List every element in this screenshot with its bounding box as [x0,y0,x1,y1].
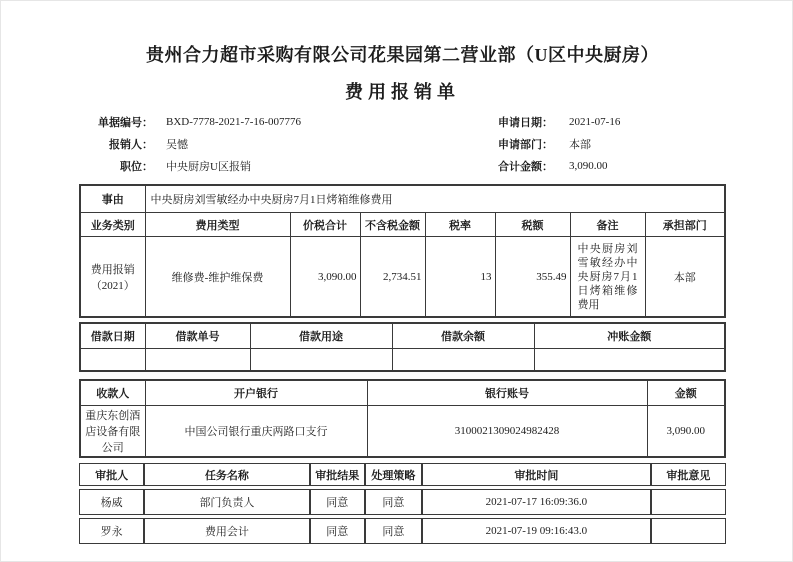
loan-cell-date [80,349,145,372]
loan-header-number: 借款单号 [145,323,250,349]
approval-cell-opinion [651,489,726,515]
approval-cell-approver: 罗永 [79,518,144,544]
expense-header-remark: 备注 [570,213,645,237]
expense-header-gross: 价税合计 [290,213,360,237]
applicant-label: 报销人： [109,139,153,151]
approval-cell-opinion [651,518,726,544]
loan-header-offset: 冲账金额 [534,323,725,349]
payee-cell-name: 重庆东创酒店设备有限公司 [80,406,145,458]
payee-header-name: 收款人 [80,380,145,406]
expense-cell-remark: 中央厨房刘雪敏经办中央厨房7月1日烤箱维修费用 [570,237,645,318]
position-label: 职位： [120,161,153,173]
approval-row-1 [79,489,726,515]
payee-header-amount: 金额 [647,380,725,406]
loan-cell-offset [534,349,725,372]
approval-header-task: 任务名称 [144,463,310,486]
reason-value: 中央厨房刘雪敏经办中央厨房7月1日烤箱维修费用 [145,185,725,213]
approval-header-row [79,463,726,486]
apply-date-label: 申请日期： [498,117,553,129]
apply-date-value: 2021-07-16 [569,116,621,128]
payee-cell-account: 3100021309024982428 [367,406,647,458]
payee-header-account: 银行账号 [367,380,647,406]
apply-dept-label: 申请部门： [498,139,553,151]
approval-cell-result: 同意 [310,518,365,544]
total-amount-label: 合计金额： [498,161,553,173]
doc-number-label: 单据编号： [98,117,153,129]
reason-row [80,185,725,213]
apply-dept-value: 本部 [569,139,591,151]
expense-cell-category: 费用报销（2021） [80,237,145,318]
loan-header-purpose: 借款用途 [250,323,392,349]
expense-header-net: 不含税金额 [360,213,425,237]
loan-header-balance: 借款余额 [392,323,534,349]
approval-cell-task: 部门负责人 [144,489,310,515]
loan-cell-number [145,349,250,372]
approval-cell-strategy: 同意 [365,518,422,544]
expense-cell-tax-rate: 13 [425,237,495,318]
approval-cell-strategy: 同意 [365,489,422,515]
form-meta [79,111,726,177]
company-title: 贵州合力超市采购有限公司花果园第二营业部（U区中央厨房） [146,45,659,65]
payee-table [79,379,726,458]
payee-data-row [80,406,725,458]
loan-table [79,322,726,372]
expense-cell-tax-amount: 355.49 [495,237,570,318]
approval-cell-time: 2021-07-19 09:16:43.0 [422,518,651,544]
expense-form-sheet [79,1,726,547]
expense-cell-type: 维修费-维护维保费 [145,237,290,318]
form-title: 费用报销单 [345,82,460,102]
expense-header-dept: 承担部门 [645,213,725,237]
doc-number-value: BXD-7778-2021-7-16-007776 [166,116,302,128]
expense-header-row [80,213,725,237]
expense-cell-net: 2,734.51 [360,237,425,318]
approval-cell-approver: 杨威 [79,489,144,515]
approval-cell-result: 同意 [310,489,365,515]
approval-header-strategy: 处理策略 [365,463,422,486]
approval-cell-time: 2021-07-17 16:09:36.0 [422,489,651,515]
payee-cell-bank: 中国公司银行重庆两路口支行 [145,406,367,458]
approval-header-time: 审批时间 [422,463,651,486]
expense-header-tax-amount: 税额 [495,213,570,237]
expense-header-category: 业务类别 [80,213,145,237]
expense-data-row [80,237,725,318]
loan-empty-row [80,349,725,372]
total-amount-value: 3,090.00 [569,160,608,172]
applicant-value: 吴憾 [166,139,188,151]
payee-header-bank: 开户银行 [145,380,367,406]
expense-header-type: 费用类型 [145,213,290,237]
expense-cell-dept: 本部 [645,237,725,318]
payee-header-row [80,380,725,406]
reason-label: 事由 [80,185,145,213]
loan-cell-balance [392,349,534,372]
payee-cell-amount: 3,090.00 [647,406,725,458]
approval-table [79,460,726,547]
approval-header-result: 审批结果 [310,463,365,486]
loan-header-date: 借款日期 [80,323,145,349]
loan-header-row [80,323,725,349]
approval-row-2 [79,518,726,544]
expense-table [79,184,726,318]
position-value: 中央厨房U区报销 [166,161,251,173]
approval-header-approver: 审批人 [79,463,144,486]
approval-header-opinion: 审批意见 [651,463,726,486]
expense-header-tax-rate: 税率 [425,213,495,237]
loan-cell-purpose [250,349,392,372]
approval-cell-task: 费用会计 [144,518,310,544]
expense-cell-gross: 3,090.00 [290,237,360,318]
